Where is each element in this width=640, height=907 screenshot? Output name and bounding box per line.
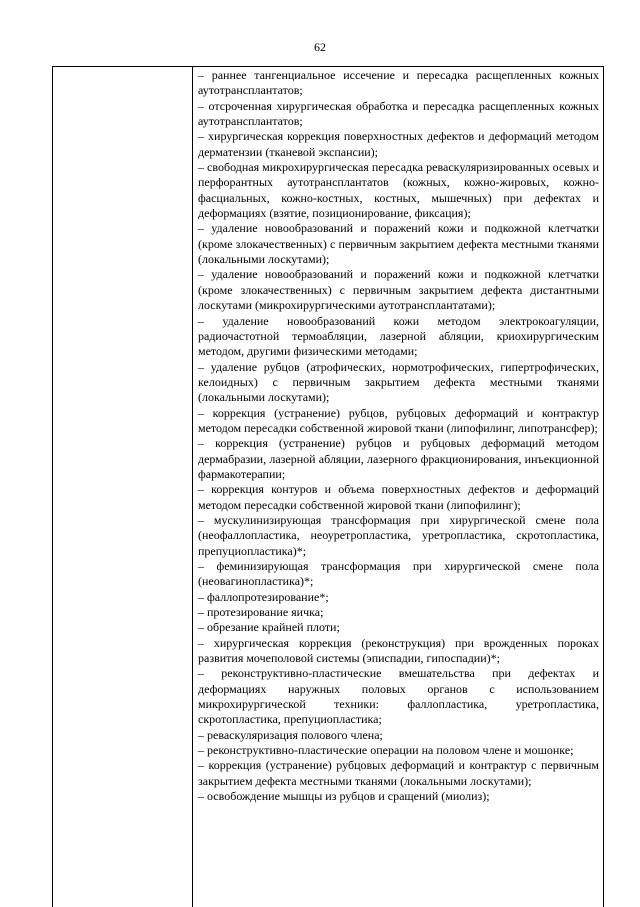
list-item: – удаление новообразований и поражений кожи и подкожной клетчатки (кроме злокачественных) с первичным закрытием дефекта местными тканями (локальными лоскутами);: [198, 221, 599, 267]
list-item: – хирургическая коррекция поверхностных дефектов и деформаций методом дерматензии (тканевой экспансии);: [198, 129, 599, 159]
list-item: – реконструктивно-пластические вмешательства при дефектах и деформациях наружных половых органов с использованием микрохирургической техники: фаллопластика, уретропластика, скротопластика, препуциопластика;: [198, 666, 599, 727]
list-item: – реконструктивно-пластические операции на половом члене и мошонке;: [198, 743, 574, 758]
column-divider: [192, 67, 193, 907]
procedures-table: [52, 66, 604, 907]
list-item: – феминизирующая трансформация при хирургической смене пола (неовагинопластика)*;: [198, 559, 599, 589]
list-item: – освобождение мышцы из рубцов и сращений (миолиз);: [198, 789, 490, 804]
list-item: – коррекция (устранение) рубцовых деформаций и контрактур с первичным закрытием дефекта местными тканями (локальными лоскутами);: [198, 758, 599, 788]
list-item: – коррекция (устранение) рубцов и рубцовых деформаций методом дермабразии, лазерной абляции, лазерного фракционирования, инъекционной фармакотерапии;: [198, 436, 599, 481]
list-item: – раннее тангенциальное иссечение и пересадка расщепленных кожных аутотрансплантатов;: [198, 68, 599, 98]
list-item: – мускулинизирующая трансформация при хирургической смене пола (неофаллопластика, неоуретропластика, уретропластика, скротопластика, препуциопластика)*;: [198, 512, 599, 558]
list-item: – протезирование яичка;: [198, 605, 324, 620]
list-item: – обрезание крайней плоти;: [198, 620, 340, 635]
list-item: – фаллопротезирование*;: [198, 589, 329, 604]
list-item: – удаление рубцов (атрофических, нормотрофических, гипертрофических, келоидных) с первичным закрытием дефекта местными тканями (локальными лоскутами);: [198, 359, 599, 405]
list-item: – удаление новообразований и поражений кожи и подкожной клетчатки (кроме злокачественных) с первичным закрытием дефекта дистантными лоскутами (микрохирургическими аутотрансплантатами);: [198, 267, 599, 313]
list-item: – коррекция (устранение) рубцов, рубцовых деформаций и контрактур методом пересадки собственной жировой ткани (липофилинг, липотрансфер);: [198, 405, 599, 435]
list-item: – хирургическая коррекция (реконструкция) при врожденных пороках развития мочеполовой системы (эписпадии, гипоспадии)*;: [198, 635, 599, 666]
list-item: – отсроченная хирургическая обработка и пересадка расщепленных кожных аутотрансплантатов;: [198, 98, 599, 129]
page-number: 62: [314, 40, 326, 54]
list-item: – свободная микрохирургическая пересадка реваскуляризированных осевых и перфорантных аутотрансплантатов (кожных, кожно-жировых, кожно-фасциальных, кожно-костных, костных, мышечных) при дефектах и деформациях (взятие, позиционирование, фиксация);: [198, 160, 599, 221]
list-item: – коррекция контуров и объема поверхностных дефектов и деформаций методом пересадки собственной жировой ткани (липофилинг);: [198, 482, 599, 512]
list-item: – удаление новообразований кожи методом электрокоагуляции, радиочастотной термоабляции, лазерной абляции, криохирургическим методом, другими физическими методами;: [198, 313, 599, 359]
list-item: – реваскуляризация полового члена;: [198, 727, 383, 742]
procedures-list: [198, 68, 599, 805]
